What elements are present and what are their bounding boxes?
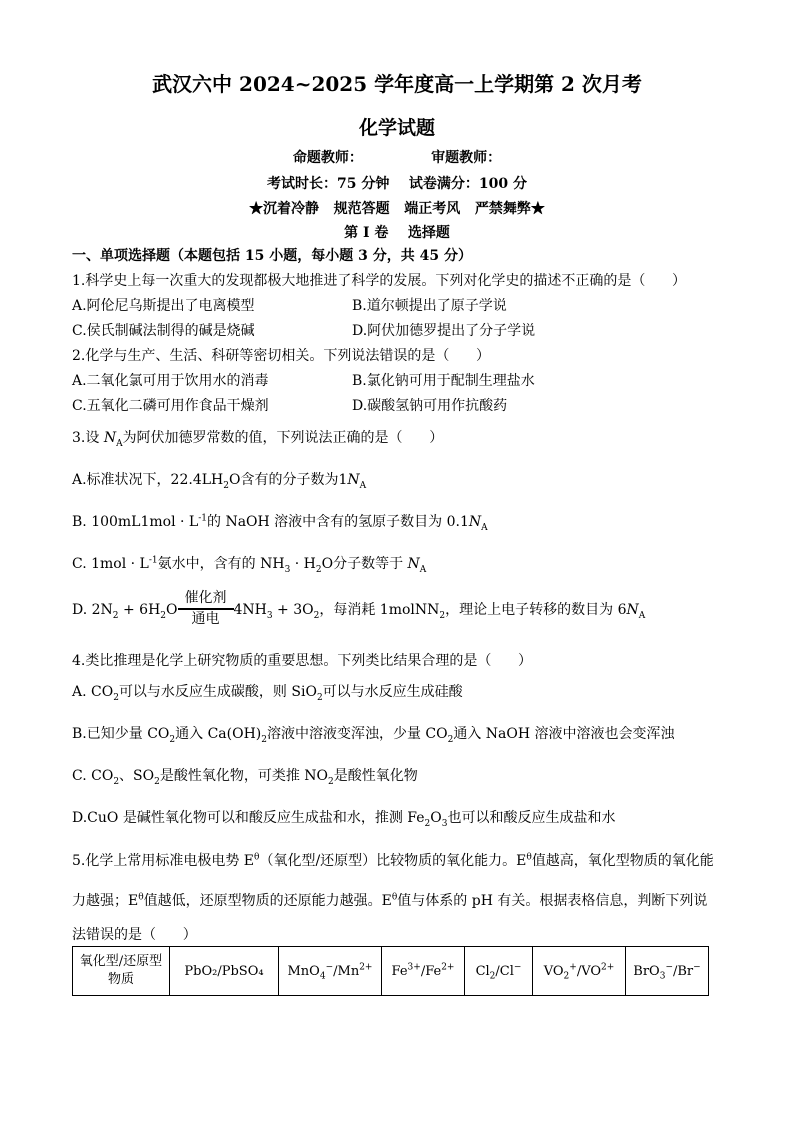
subject-title: 化学试题 xyxy=(358,117,435,139)
volume-heading: 第 I 卷 选择题 xyxy=(344,225,450,241)
table-row xyxy=(73,947,709,996)
q2-option-b: B.氯化钠可用于配制生理盐水 xyxy=(352,373,535,389)
q1-option-c: C.侯氏制碱法制得的碱是烧碱 xyxy=(72,323,255,339)
teachers-line: 命题教师： 审题教师： xyxy=(292,150,502,166)
q1-option-a: A.阿伦尼乌斯提出了电离模型 xyxy=(72,298,255,314)
table-cell: $Fe^{3+}/Fe^{2+}$ xyxy=(382,947,465,996)
exam-title: 武汉六中 2024~2025 学年度高一上学期第 2 次月考 xyxy=(152,72,642,96)
table-cell: BrO$_3$−/Br− xyxy=(626,947,709,996)
q3-option-d: D. $2N_2 + 6H_2O$ $\frac{\text{催化剂}}{\text{通电}}$ $4NH_3 + 3O_2$，每消耗 1molNN$_2$，理论上电子转移的数目为 $6N_A$ xyxy=(72,590,646,627)
table-header-cell: 氧化型/还原型 物质 xyxy=(73,947,170,996)
reaction-condition: $\frac{\text{催化剂}}{\text{通电}}$ xyxy=(178,590,234,628)
q2-option-a: A.二氧化氯可用于饮用水的消毒 xyxy=(72,373,269,389)
q3-option-c: C. $1mol \cdot L^{-1}$氨水中，含有的 $NH_3 \cdot H_2O$分子数等于 $N_A$ xyxy=(72,555,427,575)
table-cell: PbO₂/PbSO₄ xyxy=(170,947,279,996)
q3-stem: 3.设 $N_A$为阿伏加德罗常数的值，下列说法正确的是（ ） xyxy=(72,430,444,449)
table-cell: $MnO_4^-/Mn^{2+}$ xyxy=(279,947,382,996)
q5-line-1: 5.化学上常用标准电极电势 $E^\theta$（氧化型/还原型）比较物质的氧化能力。$E^\theta$值越高，氧化型物质的氧化能 xyxy=(72,852,714,869)
q2-option-c: C.五氧化二磷可用作食品干燥剂 xyxy=(72,398,269,414)
motto: ★沉着冷静 规范答题 端正考风 严禁舞弊★ xyxy=(249,201,545,217)
q4-option-c: C. $CO_2$、$SO_2$是酸性氧化物，可类推 $NO_2$是酸性氧化物 xyxy=(72,768,418,787)
section-heading: 一、单项选择题（本题包括 15 小题，每小题 3 分，共 45 分） xyxy=(72,248,472,264)
q4-option-a: A. $CO_2$可以与水反应生成碳酸，则 SiO$_2$可以与水反应生成硅酸 xyxy=(72,684,463,703)
redox-potential-table xyxy=(72,946,709,996)
q5-line-2: 力越强；$E^\theta$值越低，还原型物质的还原能力越强。$E^\theta$值与体系的 pH 有关。根据表格信息，判断下列说 xyxy=(72,892,708,909)
q4-option-d: D.CuO 是碱性氧化物可以和酸反应生成盐和水，推测 $Fe_2O_3$也可以和酸反应生成盐和水 xyxy=(72,810,616,829)
q5-line-3: 法错误的是（ ） xyxy=(72,927,197,943)
table-cell: $Cl_2/Cl^-$ xyxy=(465,947,533,996)
q3-option-b: B. $100mL1mol \cdot L^{-1}$的 NaOH 溶液中含有的氢原子数目为 $0.1N_A$ xyxy=(72,513,488,533)
q1-stem: 1.科学史上每一次重大的发现都极大地推进了科学的发展。下列对化学史的描述不正确的是（ ） xyxy=(72,273,687,289)
q2-stem: 2.化学与生产、生活、科研等密切相关。下列说法错误的是（ ） xyxy=(72,348,491,364)
q2-option-d: D.碳酸氢钠可用作抗酸药 xyxy=(352,398,508,414)
q3-option-a: A.标准状况下，$22.4LH_2O$含有的分子数为$1N_A$ xyxy=(72,472,367,491)
q1-option-b: B.道尔顿提出了原子学说 xyxy=(352,298,507,314)
q4-stem: 4.类比推理是化学上研究物质的重要思想。下列类比结果合理的是（ ） xyxy=(72,653,533,669)
exam-info: 考试时长：75 分钟 试卷满分：100 分 xyxy=(267,176,527,192)
q4-option-b: B.已知少量 $CO_2$通入 $Ca(OH)_2$溶液中溶液变浑浊，少量 $CO_2$通入 NaOH 溶液中溶液也会变浑浊 xyxy=(72,726,675,745)
q1-option-d: D.阿伏加德罗提出了分子学说 xyxy=(352,323,536,339)
table-cell: $VO_2^+/VO^{2+}$ xyxy=(533,947,626,996)
